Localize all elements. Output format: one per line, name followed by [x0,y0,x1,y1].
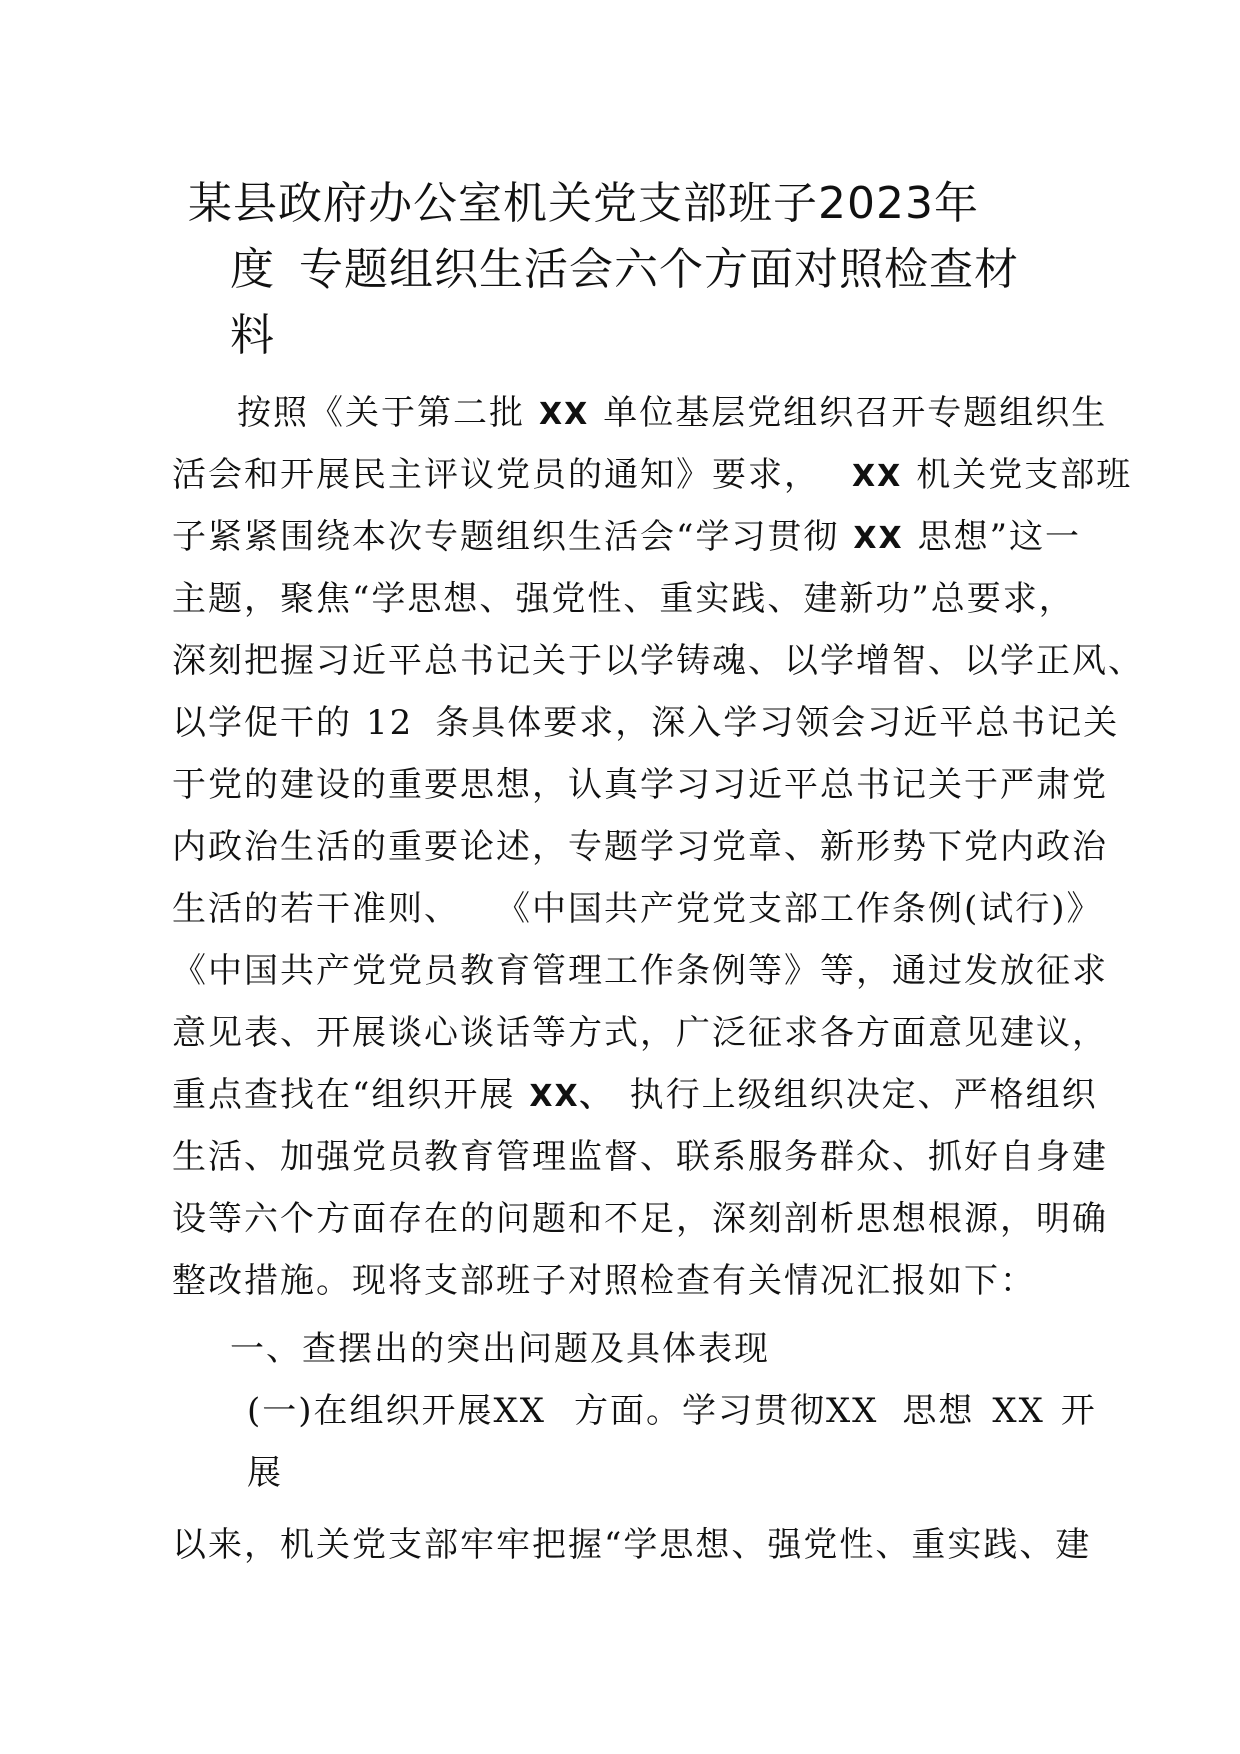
text-run: 机关党支部班 [916,455,1133,495]
text-run: 以学促干的 [172,703,352,743]
paragraph-line [172,889,1103,929]
paragraph-line: 设等六个方面存在的问题和不足，深刻剖析思想根源，明确 [172,1199,1108,1239]
paragraph-line: 整改措施。现将支部班子对照检查有关情况汇报如下： [172,1261,1036,1301]
text-run: 重点查找在“组织开展 [172,1075,516,1115]
text-run: 按照《关于第二批 [237,393,525,433]
paragraph-line: 主题，聚焦“学思想、强党性、重实践、建新功”总要求， [172,579,1075,619]
placeholder-text: XX [853,521,904,556]
paragraph-line: 生活、加强党员教育管理监督、联系服务群众、抓好自身建 [172,1137,1108,1177]
title-fragment: 专题组织生活会六个方面对照检查材 [299,244,1019,295]
text-run: 思想”这一 [917,517,1082,557]
number-text: 12 [366,703,414,743]
paragraph-line: 深刻把握习近平总书记关于以学铸魂、以学增智、以学正风、 [172,641,1144,681]
placeholder-text: XX [539,397,590,432]
text-run: 单位基层党组织召开专题组织生 [603,393,1108,433]
text-run: 执行上级组织决定、严格组织 [629,1075,1098,1115]
subsection-heading-continuation: 展 [247,1453,283,1493]
document-title-line-2 [230,244,1019,296]
paragraph-line: 《中国共产党党员教育管理工作条例等》等，通过发放征求 [172,951,1108,991]
text-run: 生活的若干准则、 [172,889,460,929]
paragraph-line: 于党的建设的重要思想，认真学习习近平总书记关于严肃党 [172,765,1108,805]
placeholder-text: XX [852,459,903,494]
text-run: 条具体要求，深入学习领会习近平总书记关 [435,703,1120,743]
paragraph-line: 内政治生活的重要论述，专题学习党章、新形势下党内政治 [172,827,1108,867]
text-run: 思想 [902,1391,975,1431]
text-run: 子紧紧围绕本次专题组织生活会“学习贯彻 [172,517,840,557]
paragraph-line [172,1075,1098,1117]
text-run: 开 [1060,1391,1097,1431]
document-title-line-3: 料 [230,310,275,361]
text-run: (一)在组织开展XX [247,1391,546,1431]
paragraph-line [172,455,1132,497]
paragraph-line [172,703,1119,743]
paragraph-line: 意见表、开展谈心谈话等方式，广泛征求各方面意见建议， [172,1013,1108,1053]
paragraph-line: 以来，机关党支部牢牢把握“学思想、强党性、重实践、建 [172,1525,1092,1565]
title-fragment: 度 [230,244,275,295]
document-title-line-1: 某县政府办公室机关党支部班子2023年 [188,178,979,229]
text-run: 《中国共产党党支部工作条例(试行)》 [496,889,1103,929]
section-heading: 一、查摆出的突出问题及具体表现 [230,1329,770,1369]
text-run: XX [992,1391,1045,1431]
paragraph-line [172,517,1081,559]
text-run: 方面。学习贯彻XX [573,1391,879,1431]
paragraph-line [237,393,1107,435]
text-run: 活会和开展民主评议党员的通知》要求， [172,455,820,495]
placeholder-text: XX、 [529,1079,612,1114]
subsection-heading [247,1391,1097,1431]
